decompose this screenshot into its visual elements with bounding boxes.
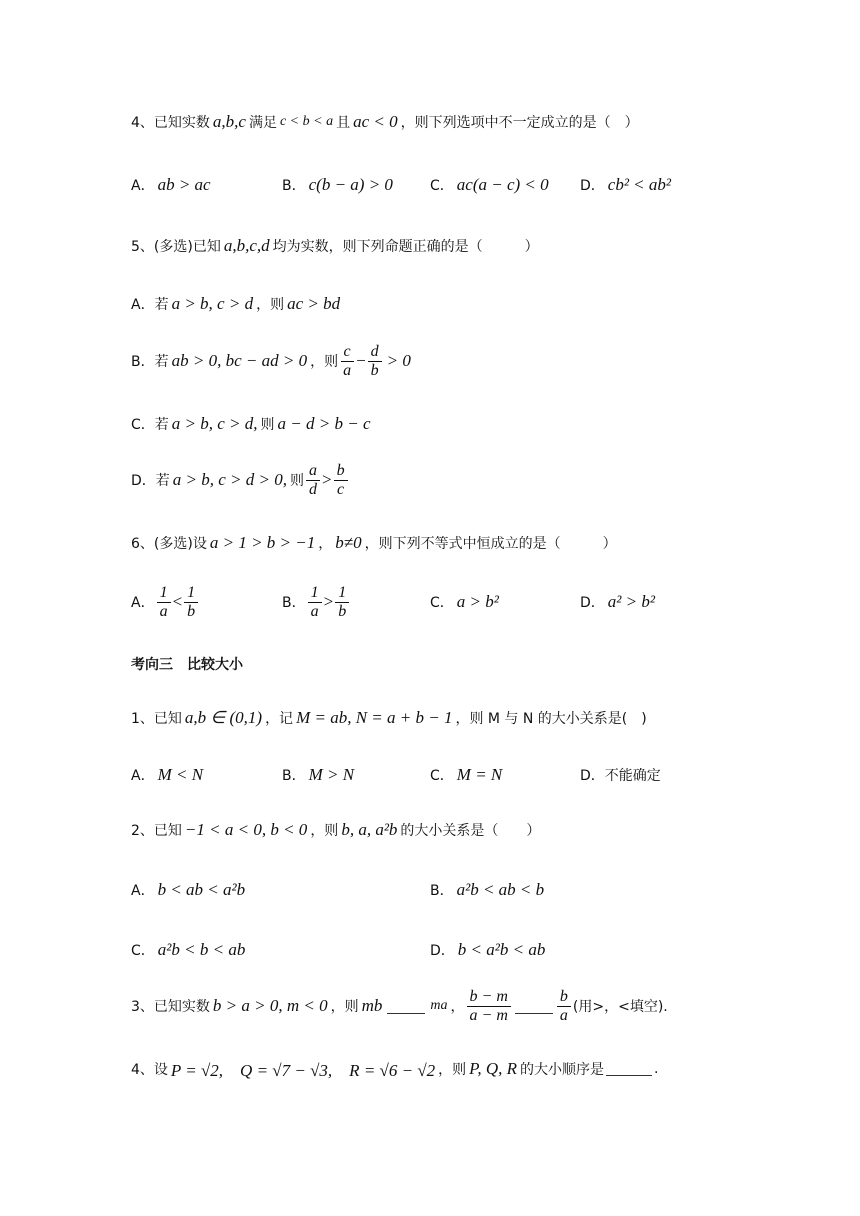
s2-option-b[interactable]: B． a²b < ab < b	[430, 880, 545, 899]
q4-option-c[interactable]: C． ac(a − c) < 0	[430, 175, 549, 194]
section-heading: 考向三 比较大小	[131, 657, 243, 673]
fill-blank-1[interactable]	[387, 999, 425, 1014]
s2-option-a[interactable]: A． b < ab < a²b	[131, 880, 246, 899]
q6-option-a[interactable]: A． $\frac{1}{a}$ < $\frac{1}{b}$	[131, 584, 200, 620]
fraction-c-over-a: $\frac{c}{a}$	[340, 343, 354, 379]
comparison-question-2: 2、已知 −1 < a < 0, b < 0 ，则 b, a, a²b 的大小关系是（ ）	[131, 820, 541, 839]
s1-option-c[interactable]: C． M = N	[430, 765, 503, 784]
comparison-question-3: 3、已知实数 b > a > 0, m < 0 ，则 mb ma ， $\frac{b - m}{a - m}$ $\frac{b}{a}$ (用>，<填空).	[131, 988, 668, 1024]
fraction-1-over-a: $\frac{1}{a}$	[308, 584, 322, 620]
q5-option-a[interactable]: A．若 a > b, c > d ，则 ac > bd	[131, 294, 341, 313]
fraction-b-over-a: $\frac{b}{a}$	[557, 988, 571, 1024]
s1-option-d[interactable]: D． 不能确定	[580, 768, 661, 784]
fraction-1-over-b: $\frac{1}{b}$	[184, 584, 198, 620]
comparison-question-1: 1、已知 a,b ∈ (0,1) ，记 M = ab, N = a + b − 1 ，则 M 与 N 的大小关系是( )	[131, 708, 647, 727]
s2-option-d[interactable]: D． b < a²b < ab	[430, 940, 546, 959]
fraction-a-over-d: $\frac{a}{d}$	[306, 462, 320, 498]
s1-option-b[interactable]: B． M > N	[282, 765, 355, 784]
q5-option-b[interactable]: B．若 ab > 0, bc − ad > 0 ，则 $\frac{c}{a}$ − $\frac{d}{b}$ > 0	[131, 343, 411, 379]
q5-option-c[interactable]: C．若 a > b, c > d, 则 a − d > b − c	[131, 414, 371, 433]
fill-blank-3[interactable]	[606, 1061, 652, 1076]
q4-option-d[interactable]: D． cb² < ab²	[580, 175, 671, 194]
question-5-stem: 5、(多选)已知 a,b,c,d 均为实数，则下列命题正确的是（ ）	[131, 236, 539, 255]
q4-option-a[interactable]: A． ab > ac	[131, 175, 211, 194]
question-4-stem: 4、已知实数 a,b,c 满足 c < b < a 且 ac < 0 ，则下列选项中不一定成立的是（ ）	[131, 112, 639, 131]
q6-option-b[interactable]: B． $\frac{1}{a}$ > $\frac{1}{b}$	[282, 584, 351, 620]
fraction-bm-over-am: $\frac{b - m}{a - m}$	[467, 988, 511, 1024]
q5-option-d[interactable]: D．若 a > b, c > d > 0, 则 $\frac{a}{d}$ > $\frac{b}{c}$	[131, 462, 350, 498]
fraction-d-over-b: $\frac{d}{b}$	[368, 343, 382, 379]
s2-option-c[interactable]: C． a²b < b < ab	[131, 940, 246, 959]
q6-option-c[interactable]: C． a > b²	[430, 592, 499, 611]
fraction-b-over-c: $\frac{b}{c}$	[334, 462, 348, 498]
q6-option-d[interactable]: D． a² > b²	[580, 592, 655, 611]
comparison-question-4: 4、设 P = √2, Q = √7 − √3, R = √6 − √2 ，则 P, Q, R 的大小顺序是 .	[131, 1058, 659, 1080]
fill-blank-2[interactable]	[515, 999, 553, 1014]
question-6-stem: 6、(多选)设 a > 1 > b > −1 ， b≠0 ，则下列不等式中恒成立的是（ ）	[131, 533, 617, 552]
fraction-1-over-a: $\frac{1}{a}$	[157, 584, 171, 620]
s1-option-a[interactable]: A． M < N	[131, 765, 204, 784]
q4-option-b[interactable]: B． c(b − a) > 0	[282, 175, 393, 194]
fraction-1-over-b: $\frac{1}{b}$	[335, 584, 349, 620]
